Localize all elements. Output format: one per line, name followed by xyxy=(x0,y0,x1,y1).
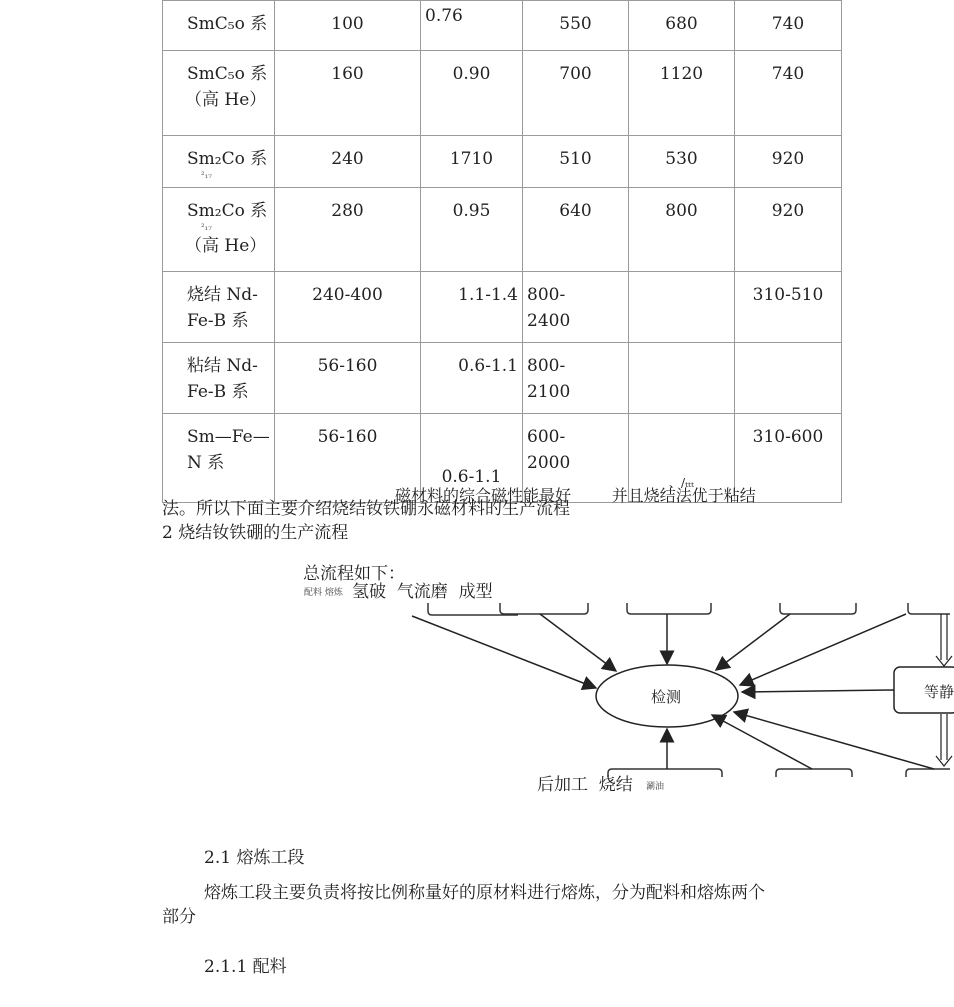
value-cell: 240-400 xyxy=(275,272,421,343)
flow-small-label-left: 配料 熔炼 xyxy=(304,588,343,598)
value-cell: 160 xyxy=(275,51,421,136)
value-cell: 920 xyxy=(735,136,842,188)
material-cell: Sm₂Co 系 ²₁₇ （高 He） xyxy=(163,188,275,272)
flow-arrow xyxy=(740,614,906,685)
value-cell: 56-160 xyxy=(275,343,421,414)
flow-bottom-labels: 后加工 烧结 xyxy=(537,775,633,795)
vertical-arrow xyxy=(941,714,947,760)
value-cell: 0.6-1.1 xyxy=(421,414,523,503)
paragraph-2-1-cont: 部分 xyxy=(162,907,196,927)
table-row xyxy=(163,343,842,414)
value-cell: 、/ₜₜₜ xyxy=(629,414,735,503)
value-cell: 280 xyxy=(275,188,421,272)
value-cell: 310-600 xyxy=(735,414,842,503)
vertical-arrow xyxy=(941,614,947,660)
right-box-label: 等静 xyxy=(924,683,954,701)
cut-off-text-line: 磁材料的综合磁性能最好 并且烧结法优于粘结 xyxy=(395,486,756,505)
material-cell: 烧结 Nd- Fe-B 系 xyxy=(163,272,275,343)
value-cell: 0.90 xyxy=(421,51,523,136)
flow-arrow xyxy=(742,690,894,692)
material-cell: Sm—Fe— N 系 xyxy=(163,414,275,503)
section-heading-2-1: 2.1 熔炼工段 xyxy=(204,848,305,868)
value-cell: 510 xyxy=(523,136,629,188)
material-cell: SmC₅o 系 （高 He） xyxy=(163,51,275,136)
bracket xyxy=(906,769,950,777)
material-cell: 粘结 Nd- Fe-B 系 xyxy=(163,343,275,414)
value-cell: 640 xyxy=(523,188,629,272)
flow-arrow xyxy=(716,614,790,670)
paragraph: 法。所以下面主要介绍烧结钕铁硼永磁材料的生产流程 xyxy=(162,499,570,519)
flow-arrow xyxy=(734,712,934,769)
material-cell: Sm₂Co 系 ²₁₇ xyxy=(163,136,275,188)
process-flow-diagram xyxy=(0,560,950,790)
value-cell: 240 xyxy=(275,136,421,188)
detect-node-label: 检测 xyxy=(651,688,682,706)
bracket xyxy=(500,603,588,614)
value-cell: 1120 xyxy=(629,51,735,136)
value-cell: 310-510 xyxy=(735,272,842,343)
flow-small-label-bottom: 涮油 xyxy=(646,782,665,792)
value-cell: 800- 2400 xyxy=(523,272,629,343)
paragraph-2-1: 熔炼工段主要负责将按比例称量好的原材料进行熔炼，分为配料和熔炼两个 xyxy=(204,883,765,903)
section-heading-2-1-1: 2.1.1 配料 xyxy=(204,957,287,977)
value-cell xyxy=(629,343,735,414)
value-cell: 600- 2000 xyxy=(523,414,629,503)
bracket xyxy=(780,603,856,614)
table-row xyxy=(163,188,842,272)
magnet-properties-table xyxy=(162,0,842,503)
value-cell xyxy=(629,272,735,343)
value-cell xyxy=(735,343,842,414)
flow-top-labels: 氢破 气流磨 成型 xyxy=(352,582,493,602)
flow-arrow xyxy=(540,614,616,671)
value-cell: 740 xyxy=(735,1,842,51)
value-cell: 0.6-1.1 xyxy=(421,343,523,414)
table-row xyxy=(163,51,842,136)
flow-arrow xyxy=(712,715,812,769)
bracket xyxy=(908,603,950,614)
value-cell: 800 xyxy=(629,188,735,272)
value-cell: 530 xyxy=(629,136,735,188)
table-row xyxy=(163,272,842,343)
table-row xyxy=(163,1,842,51)
bracket xyxy=(776,769,852,777)
value-cell: 680 xyxy=(629,1,735,51)
value-cell: 700 xyxy=(523,51,629,136)
flow-intro: 总流程如下： xyxy=(303,564,405,584)
value-cell: 56-160 xyxy=(275,414,421,503)
value-cell: 550 xyxy=(523,1,629,51)
value-cell: 0.95 xyxy=(421,188,523,272)
value-cell: 920 xyxy=(735,188,842,272)
material-cell: SmC₅o 系 xyxy=(163,1,275,51)
section-heading: 2 烧结钕铁硼的生产流程 xyxy=(162,523,349,543)
value-cell: 1.1-1.4 xyxy=(421,272,523,343)
value-cell: 100 xyxy=(275,1,421,51)
flow-arrow xyxy=(412,616,596,688)
value-cell: 800- 2100 xyxy=(523,343,629,414)
value-cell: 740 xyxy=(735,51,842,136)
value-cell: 1710 xyxy=(421,136,523,188)
bracket xyxy=(428,603,518,615)
table-row xyxy=(163,136,842,188)
value-cell: 0.76 xyxy=(421,1,523,51)
bracket xyxy=(627,603,711,614)
